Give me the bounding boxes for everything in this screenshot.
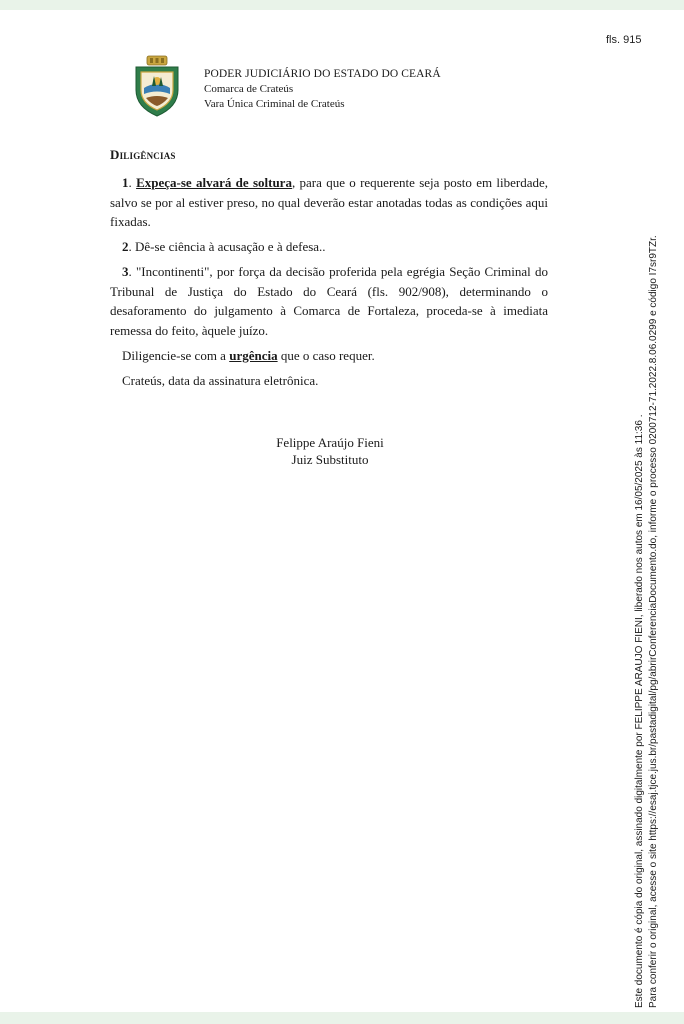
signature-block	[170, 434, 490, 468]
section-title: Diligências	[110, 147, 176, 162]
document-page	[0, 10, 684, 1012]
item-number: 2	[122, 239, 129, 254]
closing-line: Crateús, data da assinatura eletrônica.	[122, 372, 319, 388]
item-number: 1	[122, 175, 129, 190]
signer-name: Felippe Araújo Fieni	[276, 435, 384, 450]
item-text: . Dê-se ciência à acusação e à defesa..	[128, 239, 326, 254]
digital-signature-note	[633, 8, 660, 1008]
page-number: fls. 915	[606, 34, 642, 46]
item-2	[110, 237, 548, 257]
item-text: . "Incontinenti", por força da decisão proferida pela egrégia Seção Criminal do Tribunal de Justiça do Estado do Ceará (fls. 902/908), determinando o desaforamento do julgamento à Comarca de Fortaleza, proceda-se à imediata remessa do feito, àquele juízo.	[110, 264, 548, 338]
signer-role: Juiz Substituto	[291, 452, 369, 467]
signature-note-line-2: Para conferir o original, acesse o site https://esaj.tjce.jus.br/pastadigital/pg/abrirConferenciaDocumento.do, informe o processo 0200712-71.2022.8.06.0299 e código I7sr9TZr.	[647, 235, 659, 1008]
document-body	[110, 173, 548, 396]
item-number: 3	[122, 264, 129, 279]
item-3	[110, 262, 548, 340]
document-header	[204, 67, 441, 112]
item-emphasis: Expeça-se alvará de soltura	[136, 175, 292, 190]
vara-name: Vara Única Criminal de Crateús	[204, 98, 345, 110]
ceara-coat-of-arms-icon	[130, 54, 184, 118]
item-1: 1. Expeça-se alvará de soltura, para que o requerente seja posto em liberdade, salvo se por al estiver preso, no qual deverão estar anotadas todas as condições aqui fixadas.	[110, 175, 549, 229]
court-name: PODER JUDICIÁRIO DO ESTADO DO CEARÁ	[204, 68, 441, 80]
item-text: , para que o requerente seja posto em liberdade, salvo se por al estiver preso, no qual deverão estar anotadas todas as condições aqui fixadas.	[110, 175, 549, 229]
comarca-name: Comarca de Crateús	[204, 83, 294, 95]
urgency-emphasis: urgência	[229, 347, 278, 363]
signature-note-line-1: Este documento é cópia do original, assinado digitalmente por FELIPPE ARAUJO FIENI, liberado nos autos em 16/05/2025 às 11:36 .	[634, 414, 645, 1008]
urgency-paragraph: Diligencie-se com a urgência que o caso requer.	[122, 347, 375, 363]
